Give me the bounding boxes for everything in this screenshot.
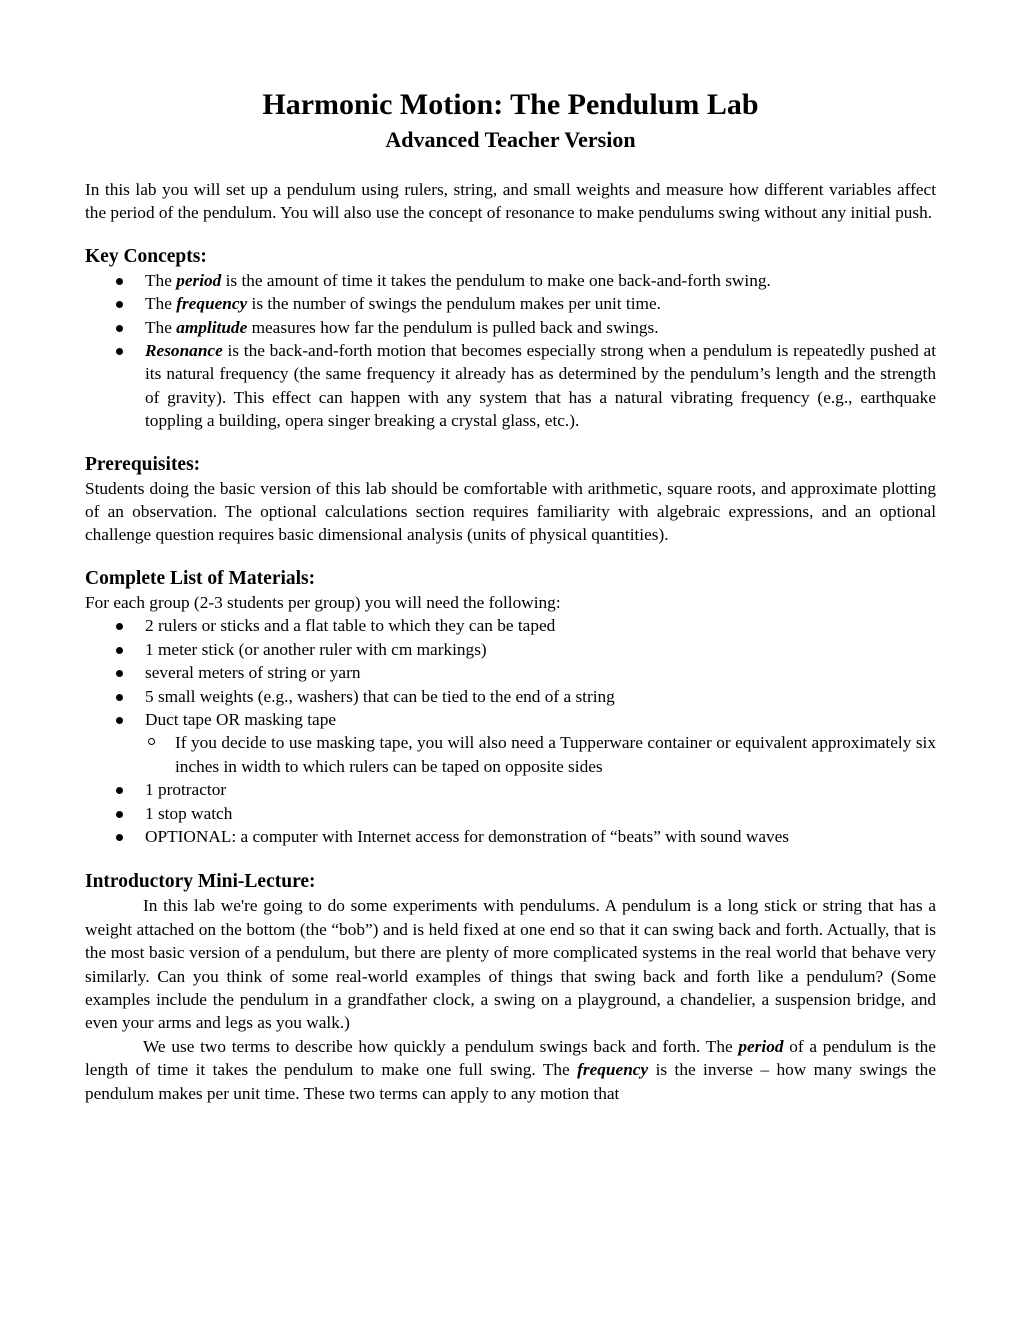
lecture-paragraph-1: In this lab we're going to do some experiments with pendulums. A pendulum is a long stick or string that has a weight attached on the bottom (the “bob”) and is held fixed at one end so that it can swing back and forth. Actually, that is the most basic version of a pendulum, but there are plenty of more complicated systems in the real world that behave very similarly. Can you think of some real-world examples of things that swing back and forth like a pendulum? (Some examples include the pendulum in a grandfather clock, a swing on a playground, a chandelier, a suspension bridge, and even your arms and legs as you walk.) [85,896,936,1033]
materials-list [85,614,936,848]
lecture-heading: Introductory Mini-Lecture: [85,871,316,893]
text: measures how far the pendulum is pulled back and swings. [247,317,659,337]
list-item: OPTIONAL: a computer with Internet access for demonstration of “beats” with sound waves [85,825,936,848]
text: We use two terms to describe how quickly a pendulum swings back and forth. The [143,1036,739,1056]
page-title: Harmonic Motion: The Pendulum Lab [262,88,759,121]
text: The [145,270,177,290]
list-item [85,339,936,433]
list-item [85,269,936,292]
term: Resonance [145,341,223,361]
list-item [85,316,936,339]
list-item: 1 meter stick (or another ruler with cm markings) [85,638,936,661]
term: amplitude [176,317,248,337]
list-item: Duct tape OR masking tape [85,708,936,731]
text: is the number of swings the pendulum makes per unit time. [247,294,661,314]
term: frequency [577,1060,649,1080]
text: is the inverse – how many swings the pendulum makes per unit time. These two terms can apply to any motion that [85,1060,936,1103]
list-item: 1 stop watch [85,802,936,825]
document-page [85,88,936,1105]
lecture-paragraph-2 [85,1035,936,1105]
materials-lead: For each group (2-3 students per group) you will need the following: [85,592,561,612]
list-item: 2 rulers or sticks and a flat table to which they can be taped [85,614,936,637]
text: The [145,317,177,337]
prerequisites-heading: Prerequisites: [85,453,201,475]
sub-list-item: If you decide to use masking tape, you will also need a Tupperware container or equivalent approximately six inches in width to which rulers can be taped on opposite sides [85,731,936,778]
term: frequency [176,294,248,314]
list-item [85,292,936,315]
list-item: 1 protractor [85,778,936,801]
term: period [176,270,222,290]
page-subtitle: Advanced Teacher Version [385,127,636,152]
intro-paragraph: In this lab you will set up a pendulum using rulers, string, and small weights and measure how different variables affect the period of the pendulum. You will also use the concept of resonance to make pendulums swing without any initial push. [85,180,936,223]
prerequisites-text: Students doing the basic version of this lab should be comfortable with arithmetic, square roots, and approximate plotting of an observation. The optional calculations section requires familiarity with algebraic expressions, and an optional challenge question requires basic dimensional analysis (units of physical quantities). [85,478,936,545]
materials-heading: Complete List of Materials: [85,567,316,589]
term: period [738,1036,784,1056]
text: of a pendulum is the length of time it takes the pendulum to make one full swing. The [85,1036,936,1080]
list-item: several meters of string or yarn [85,661,936,684]
text: is the amount of time it takes the pendulum to make one back-and-forth swing. [221,270,771,290]
key-concepts-heading: Key Concepts: [85,245,207,267]
list-item: 5 small weights (e.g., washers) that can be tied to the end of a string [85,685,936,708]
text: is the back-and-forth motion that becomes especially strong when a pendulum is repeatedly pushed at its natural frequency (the same frequency it already has as determined by the pendulum’s length and the strength of gravity). This effect can happen with any system that has a natural vibrating frequency (e.g., earthquake toppling a building, opera singer breaking a crystal glass, etc.). [145,341,936,431]
text: The [145,294,177,314]
key-concepts-list [85,269,936,433]
